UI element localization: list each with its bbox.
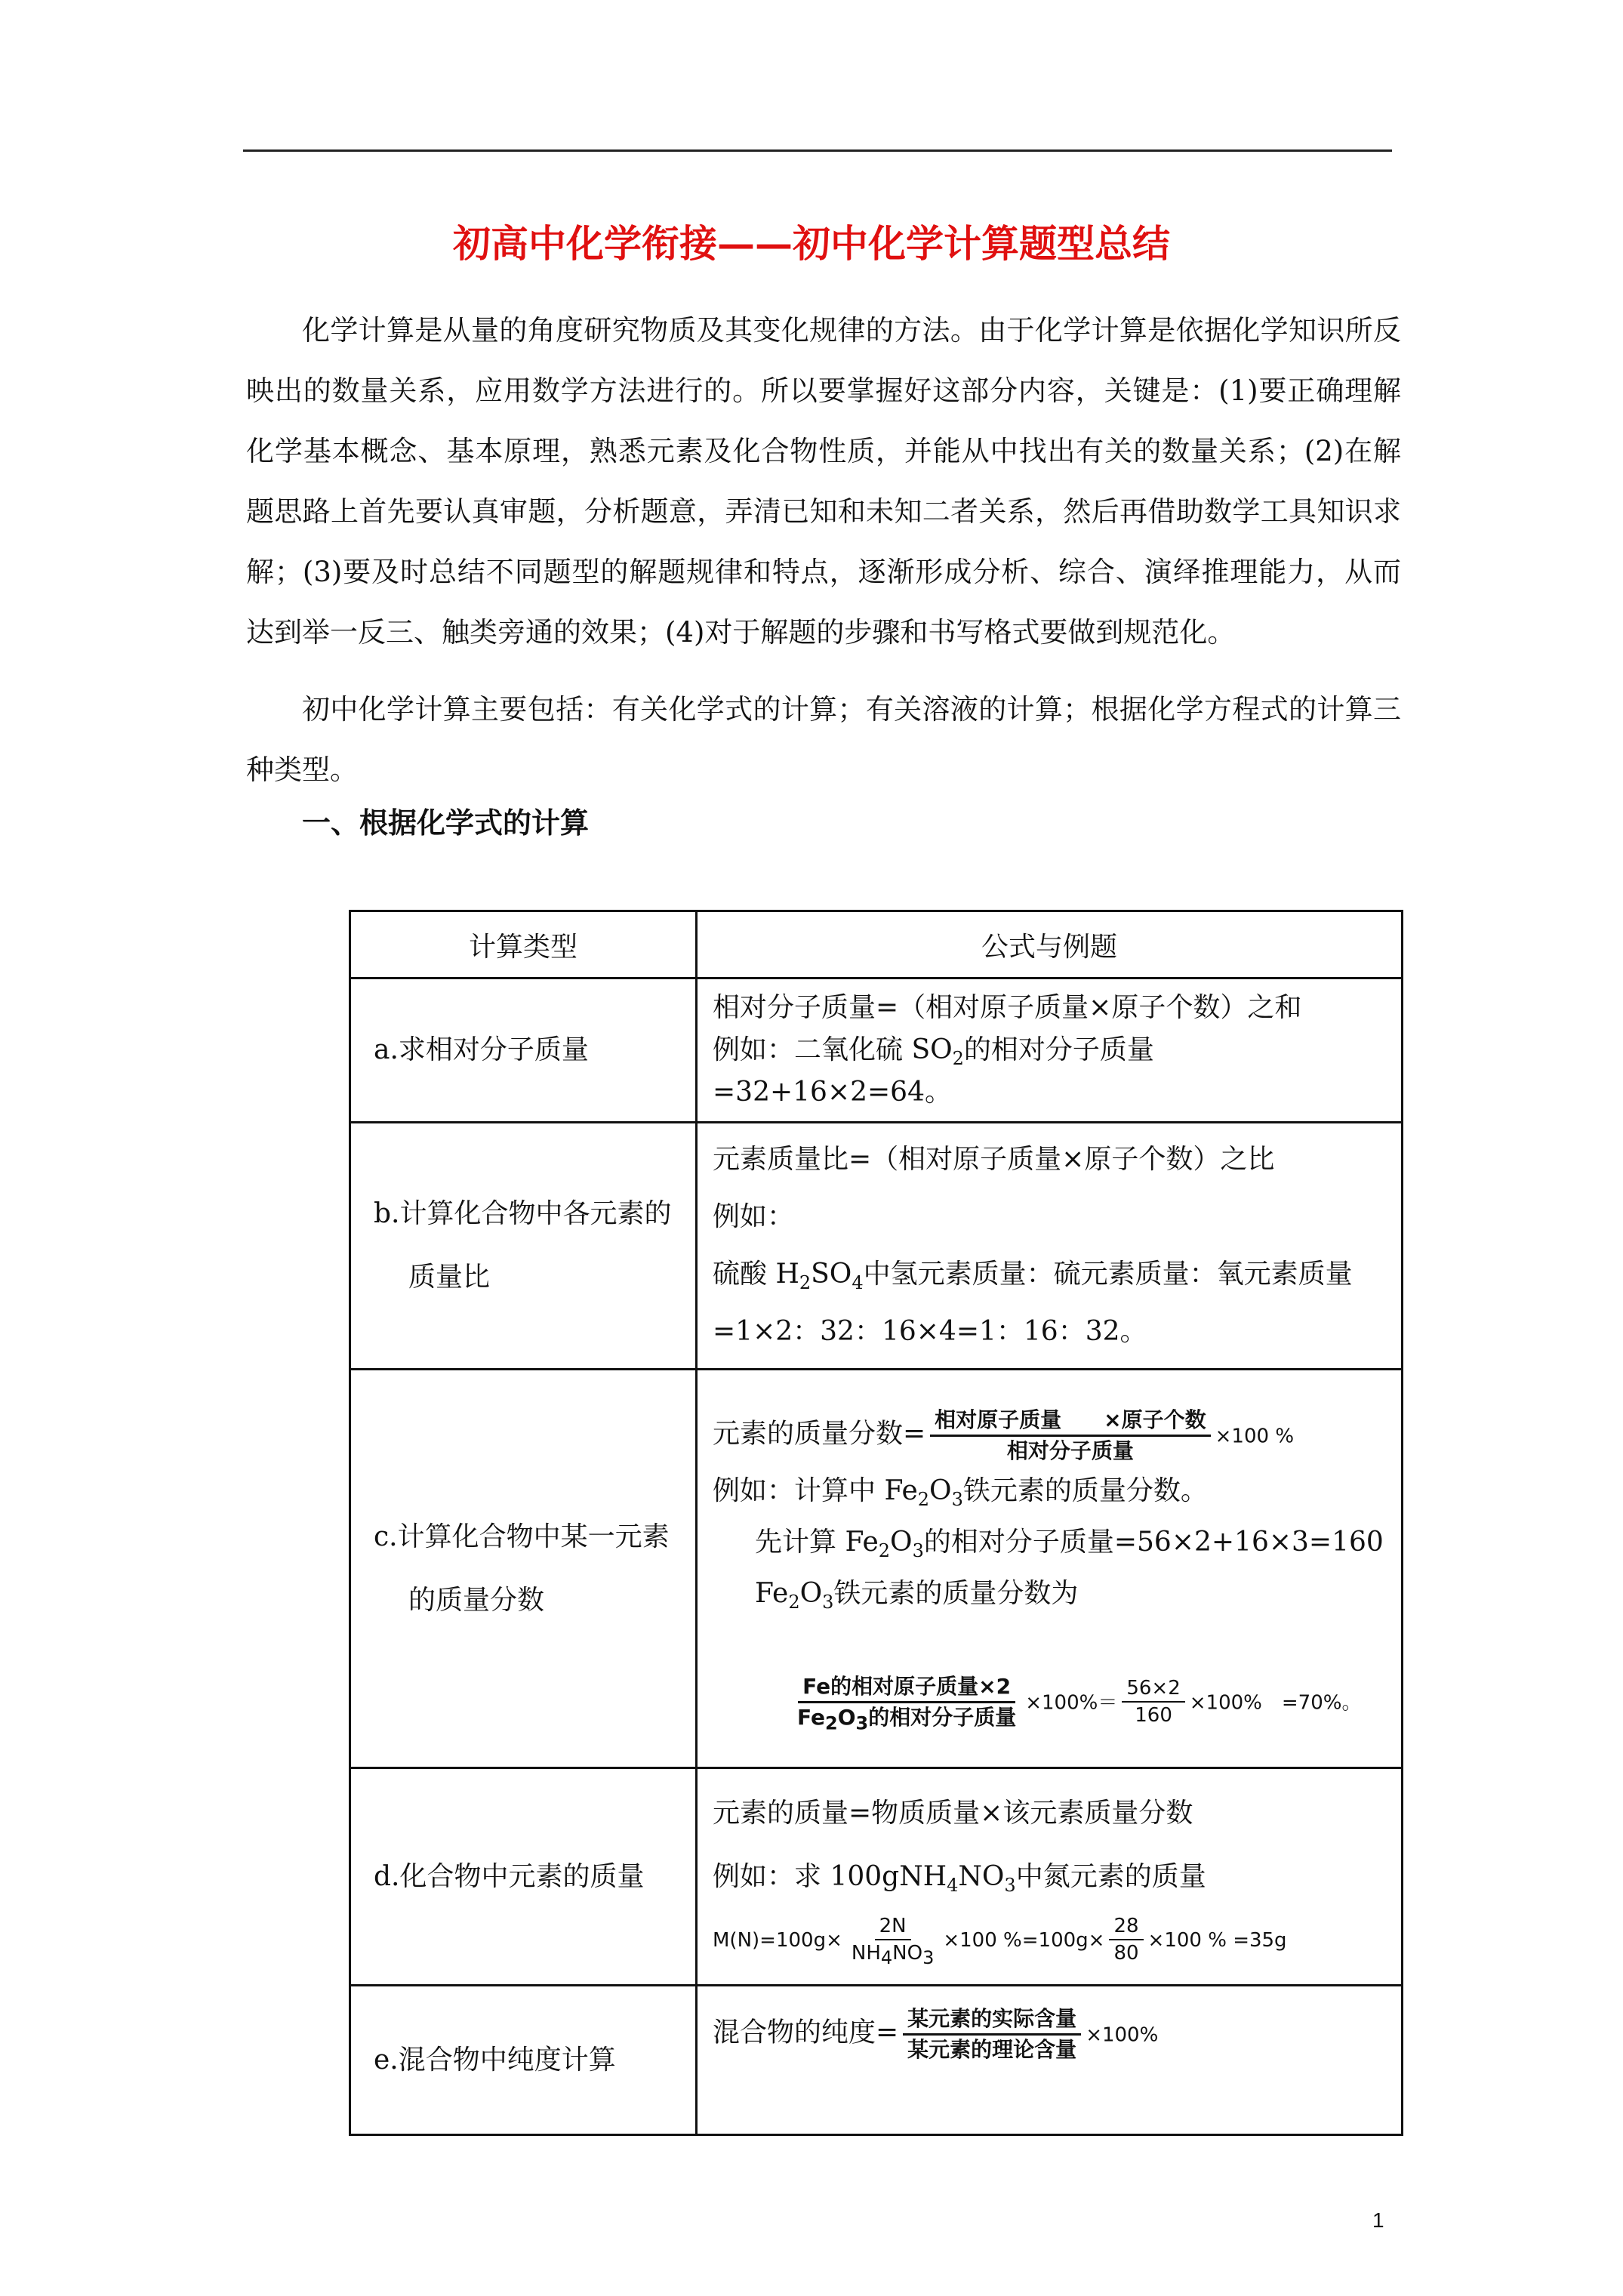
row-c-formula: 元素的质量分数= $\frac{\text{相对原子质量 ×原子个数}}{\text{相对分子质量}}$ ×100 % [713,1406,1386,1465]
row-a-content [697,978,1403,1123]
table-row [350,1768,1403,1986]
row-a-type: a.求相对分子质量 [350,978,697,1123]
row-d-content [697,1768,1403,1986]
row-b-type: b.计算化合物中各元素的质量比 [350,1123,697,1370]
row-c-step2: $Fe_2O_3$铁元素的质量分数为 [755,1577,1079,1613]
header-type: 计算类型 [350,911,697,978]
table-header-row [350,911,1403,978]
table-row [350,1986,1403,2135]
purity-formula: $\frac{\text{某元素的实际含量}}{\text{某元素的理论含量}}$ [903,2005,1081,2064]
row-e-type: e.混合物中纯度计算 [350,1986,697,2135]
row-b-example-label: 例如： [713,1201,795,1232]
page-title: 初高中化学衔接——初中化学计算题型总结 [453,221,1170,266]
page-number: 1 [1372,2208,1384,2232]
header-formula: 公式与例题 [697,911,1403,978]
row-c-step1: 先计算 $Fe_2O_3$的相对分子质量=56×2+16×3=160 [755,1526,1384,1561]
table-row [350,978,1403,1123]
row-b-content [697,1123,1403,1370]
intro-paragraph: 化学计算是从量的角度研究物质及其变化规律的方法。由于化学计算是依据化学知识所反映出的数量关系，应用数学方法进行的。所以要掌握好这部分内容，关键是：(1)要正确理解化学基本概念、基本原理，熟悉元素及化合物性质，并能从中找出有关的数量关系；(2)在解题思路上首先要认真审题，分析题意，弄清已知和未知二者关系，然后再借助数学工具知识求解；(3)要及时总结不同题型的解题规律和特点，逐渐形成分析、综合、演绎推理能力，从而达到举一反三、触类旁通的效果；(4)对于解题的步骤和书写格式要做到规范化。 [246,314,1401,649]
mass-fraction-formula: $\frac{\text{相对原子质量 ×原子个数}}{\text{相对分子质量}}$ [930,1406,1210,1465]
row-a-example: 例如：二氧化硫 $SO_2$的相对分子质量=32+16×2=64。 [713,1034,1154,1108]
row-d-example: 例如：求 $100gNH_4NO_3$中氮元素的质量 [713,1860,1206,1896]
table-row [350,1370,1403,1768]
table-row [350,1123,1403,1370]
row-e-content [697,1986,1403,2135]
row-c-type: c.计算化合物中某一元素的质量分数 [350,1370,697,1768]
row-c-example: 例如：计算中 $Fe_2O_3$铁元素的质量分数。 [713,1475,1208,1510]
row-d-formula: 元素的质量=物质质量×该元素质量分数 [713,1797,1193,1829]
types-paragraph: 初中化学计算主要包括：有关化学式的计算；有关溶液的计算；根据化学方程式的计算三种类型。 [246,693,1401,786]
row-c-content [697,1370,1403,1768]
row-a-formula: 相对分子质量=（相对原子质量×原子个数）之和 [713,992,1302,1023]
row-e-formula: 混合物的纯度= $\frac{\text{某元素的实际含量}}{\text{某元素的理论含量}}$ ×100% [713,2005,1386,2064]
row-b-example: 硫酸 $H_2SO_4$中氢元素质量：硫元素质量：氧元素质量 [713,1259,1353,1294]
row-d-type: d.化合物中元素的质量 [350,1768,697,1986]
calculation-table [349,910,1403,2136]
row-b-result: =1×2：32：16×4=1：16：32。 [713,1316,1147,1347]
row-c-calculation: $\frac{\text{Fe的相对原子质量×2}}{Fe_2O_3的相对分子质量}$ ×100%＝ $\frac{56\times 2}{160}$ ×100% =70%。 [797,1673,1362,1734]
section-heading: 一、根据化学式的计算 [302,806,590,840]
row-d-calculation: M(N)=100g× $\frac{2N}{NH_4NO_3}$ ×100 %=100g× $\frac{28}{80}$ ×100 % =35g [713,1914,1287,1968]
row-b-formula: 元素质量比=（相对原子质量×原子个数）之比 [713,1144,1275,1175]
header-rule [243,149,1392,152]
